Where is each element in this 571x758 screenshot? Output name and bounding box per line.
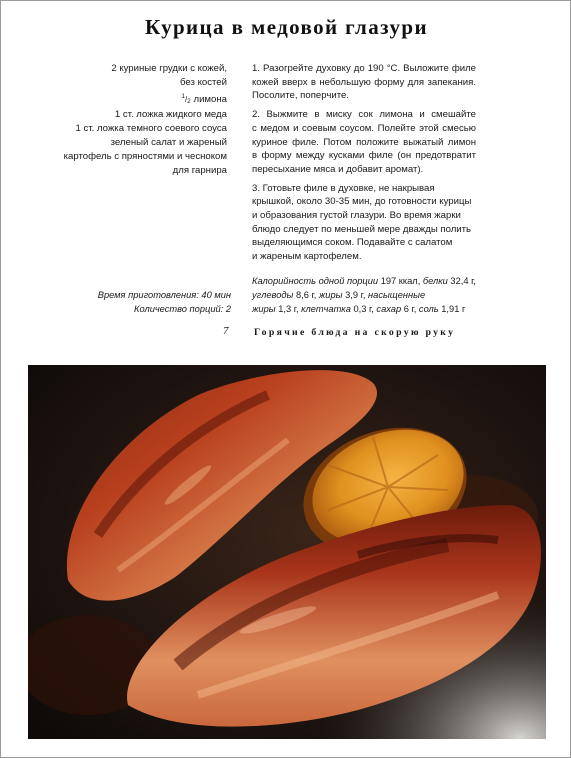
calories-value: 197 ккал, — [380, 276, 421, 286]
step-line: с медом и соевым соусом. Полейте этой смесью — [252, 122, 476, 134]
nutrition-line — [252, 275, 482, 289]
saturated-label: насыщенные — [368, 289, 426, 300]
ingredient-line: зеленый салат и жареный — [110, 136, 227, 148]
step-line: Посолите, поперчите. — [252, 90, 350, 102]
step-1 — [252, 62, 476, 103]
step-line: 2. Выжмите в миску сок лимона и смешайте — [252, 109, 476, 121]
salt-value: 1,91 г — [441, 303, 466, 314]
page-number: 7 — [223, 325, 229, 337]
step-line: блюдо следует по меньшей мере дважды полить — [252, 223, 472, 235]
fraction-denominator: 2 — [187, 97, 191, 105]
step-3 — [252, 182, 476, 264]
dish-photo — [28, 365, 546, 739]
fiber-value: 0,3 г, — [353, 303, 374, 314]
step-2 — [252, 108, 476, 177]
calories-label: Калорийность одной порции — [252, 276, 379, 286]
ingredient-line: картофель с пряностями и чесноком — [63, 150, 227, 162]
fraction-numerator: 1 — [181, 92, 185, 100]
sugar-label: сахар — [376, 303, 402, 314]
fraction: $^1/_2$ — [181, 92, 191, 105]
fat-label: жиры — [318, 289, 343, 300]
carbs-value: 8,6 г, — [295, 289, 317, 300]
step-line: и образования густой глазури. Во время жарки — [252, 210, 461, 222]
prep-time: Время приготовления: 40 мин — [97, 290, 231, 300]
step-line: и жареным картофелем. — [252, 251, 362, 263]
step-line: в форму между кусками филе (он предотвратит — [252, 150, 476, 162]
chicken-photo-illustration — [28, 365, 546, 739]
nutrition-line — [252, 289, 482, 303]
sugar-value: 6 г, — [403, 303, 417, 314]
protein-label: белки — [422, 276, 448, 286]
ingredient-line: 2 куриные грудки с кожей, — [111, 63, 227, 74]
fat-value: 3,9 г, — [345, 289, 366, 300]
recipe-meta — [61, 289, 231, 317]
recipe-title: Курица в медовой глазури — [144, 15, 429, 39]
ingredient-line: без костей — [180, 76, 227, 88]
ingredient-text: лимона — [193, 93, 227, 105]
ingredient-lemon — [41, 90, 227, 109]
salt-label: соль — [418, 303, 439, 314]
ingredient-line: 1 ст. ложка темного соевого соуса — [75, 123, 227, 135]
fiber-label: клетчатка — [301, 303, 351, 314]
ingredients-list — [41, 62, 227, 177]
protein-value: 32,4 г, — [450, 276, 476, 286]
nutrition-info — [252, 275, 482, 316]
saturated-label-2: жиры — [252, 303, 276, 314]
step-line: 1. Разогрейте духовку до 190 °С. Выложите филе — [252, 63, 476, 74]
saturated-value: 1,3 г, — [278, 303, 299, 314]
ingredient-line: 1 ст. ложка жидкого меда — [114, 109, 227, 121]
step-line: кожей вверх в небольшую форму для запекания. — [252, 76, 476, 88]
step-line: крышкой, около 30-35 мин, до готовности курицы — [252, 196, 472, 208]
nutrition-line — [252, 303, 482, 317]
step-line: пересыхание мяса и добавит аромат). — [252, 163, 424, 175]
step-line: выделяющимся соком. Подавайте с салатом — [252, 237, 453, 249]
ingredient-line: для гарнира — [172, 164, 227, 176]
section-title: Горячие блюда на скорую руку — [254, 327, 456, 338]
step-line: куриное филе. Потом положите выжатый лимон — [252, 136, 476, 148]
step-line: 3. Готовьте филе в духовке, не накрывая — [252, 182, 435, 194]
carbs-label: углеводы — [252, 289, 294, 300]
servings: Количество порций: 2 — [134, 303, 231, 314]
method-steps — [252, 62, 476, 269]
